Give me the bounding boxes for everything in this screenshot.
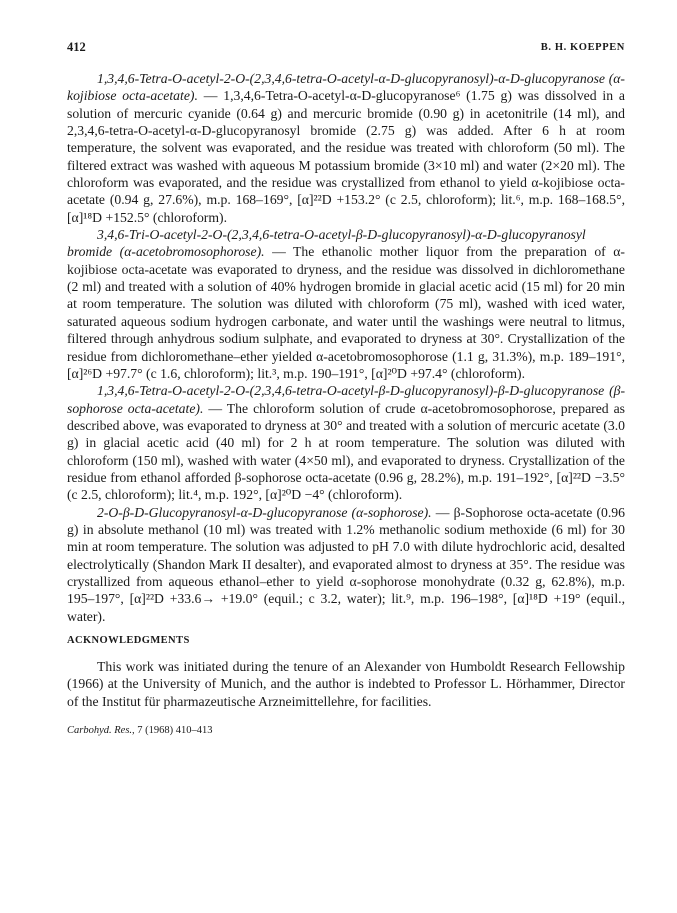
running-header	[67, 38, 625, 60]
acknowledgments-text: This work was initiated during the tenure of an Alexander von Humboldt Research Fellowship (1966) at the University of Munich, and the author is indebted to Professor L. Hörhammer, Director of the Institut für pharmazeutische Arzneimittellehre, for facilities.	[67, 659, 625, 709]
article-body	[67, 70, 625, 738]
section-text: — The chloroform solution of crude α-acetobromosophorose, prepared as described above, was evaporated to dryness at 30° and treated with a solution of mercuric acetate (3.0 g) in glacial acetic acid (40 ml) for 2 h at room temperature. The solution was diluted with chloroform (150 ml), washed with water (4×50 ml), and evaporated to dryness. Crystallization of the residue from ethanol afforded β-sophorose octa-acetate (0.96 g, 28.2%), m.p. 191–192°, [α]²²D −3.5° (c 2.5, chloroform); lit.⁴, m.p. 192°, [α]²⁰D −4° (chloroform).	[67, 400, 626, 503]
section-title: 3,4,6-Tri-O-acetyl-2-O-(2,3,4,6-tetra-O-acetyl-β-D-glucopyranosyl)-α-D-glucopyranosyl bromide (α-acetobromosophorose).	[67, 227, 586, 260]
section-acetobromosophorose	[67, 226, 625, 382]
section-kojibiose	[67, 70, 625, 226]
section-text: — 1,3,4,6-Tetra-O-acetyl-α-D-glucopyranose⁶ (1.75 g) was dissolved in a solution of mercuric cyanide (0.64 g) and mercuric bromide (0.90 g) in acetonitrile (14 ml), and 2,3,4,6-tetra-O-acetyl-α-D-glucopyranosyl bromide (2.75 g) was added. After 6 h at room temperature, the solvent was evaporated, and the residue was treated with chloroform (50 ml). The filtered extract was washed with aqueous M potassium bromide (3×10 ml) and water (2×20 ml). The chloroform was evaporated, and the residue was crystallized from ethanol to yield α-kojibiose octa-acetate (0.94 g, 27.6%), m.p. 168–169°, [α]²²D +153.2° (c 2.5, chloroform); lit.⁶, m.p. 168–168.5°, [α]¹⁸D +152.5° (chloroform).	[67, 88, 625, 225]
journal-ref: 7 (1968) 410–413	[137, 725, 213, 737]
section-text: — β-Sophorose octa-acetate (0.96 g) in absolute methanol (10 ml) was treated with 1.2% methanolic sodium methoxide (6 ml) for 30 min at room temperature. The solution was adjusted to pH 7.0 with dilute hydrochloric acid, desalted electrolytically (Shandon Mark II desalter), and evaporated almost to dryness at 35°. The residue was crystallized from aqueous ethanol–ether to yield α-sophorose monohydrate (0.32 g, 62.8%), m.p. 195–197°, [α]²²D +33.6→ +19.0° (equil.; c 3.2, water); lit.⁹, m.p. 196–198°, [α]¹⁸D +19° (equil., water).	[67, 504, 625, 624]
section-title: 1,3,4,6-Tetra-O-acetyl-2-O-(2,3,4,6-tetra-O-acetyl-β-D-glucopyranosyl)-β-D-glucopyranose (β-sophorose octa-acetate).	[67, 383, 625, 416]
journal-footer	[67, 724, 625, 738]
page	[67, 38, 625, 738]
running-author: B. H. KOEPPEN	[540, 42, 625, 53]
acknowledgments-heading: ACKNOWLEDGMENTS	[67, 635, 190, 646]
journal-name: Carbohyd. Res.,	[67, 725, 135, 737]
page-number: 412	[67, 40, 86, 54]
section-title: 1,3,4,6-Tetra-O-acetyl-2-O-(2,3,4,6-tetra-O-acetyl-α-D-glucopyranosyl)-α-D-glucopyranose (α-kojibiose octa-acetate).	[67, 71, 625, 104]
section-alpha-sophorose	[67, 504, 625, 625]
section-text: — The ethanolic mother liquor from the preparation of α-kojibiose octa-acetate was evaporated to dryness, and the residue was dissolved in dichloromethane (2 ml) and treated with a solution of 40% hydrogen bromide in glacial acetic acid (15 ml) for 20 min at room temperature. The solution was diluted with chloroform (75 ml), washed with iced water, saturated aqueous sodium hydrogen carbonate, and water until the washings were neutral to litmus, filtered through anhydrous sodium sulphate, and evaporated to dryness at 30°. Crystallization of the residue from dichloromethane–ether yielded α-acetobromosophorose (1.1 g, 31.3%), m.p. 189–191°, [α]²⁶D +97.7° (c 1.6, chloroform); lit.³, m.p. 190–191°, [α]²⁰D +97.4° (chloroform).	[67, 244, 625, 381]
section-title: 2-O-β-D-Glucopyranosyl-α-D-glucopyranose (α-sophorose).	[97, 504, 432, 520]
section-sophorose-octa-acetate	[67, 382, 625, 503]
